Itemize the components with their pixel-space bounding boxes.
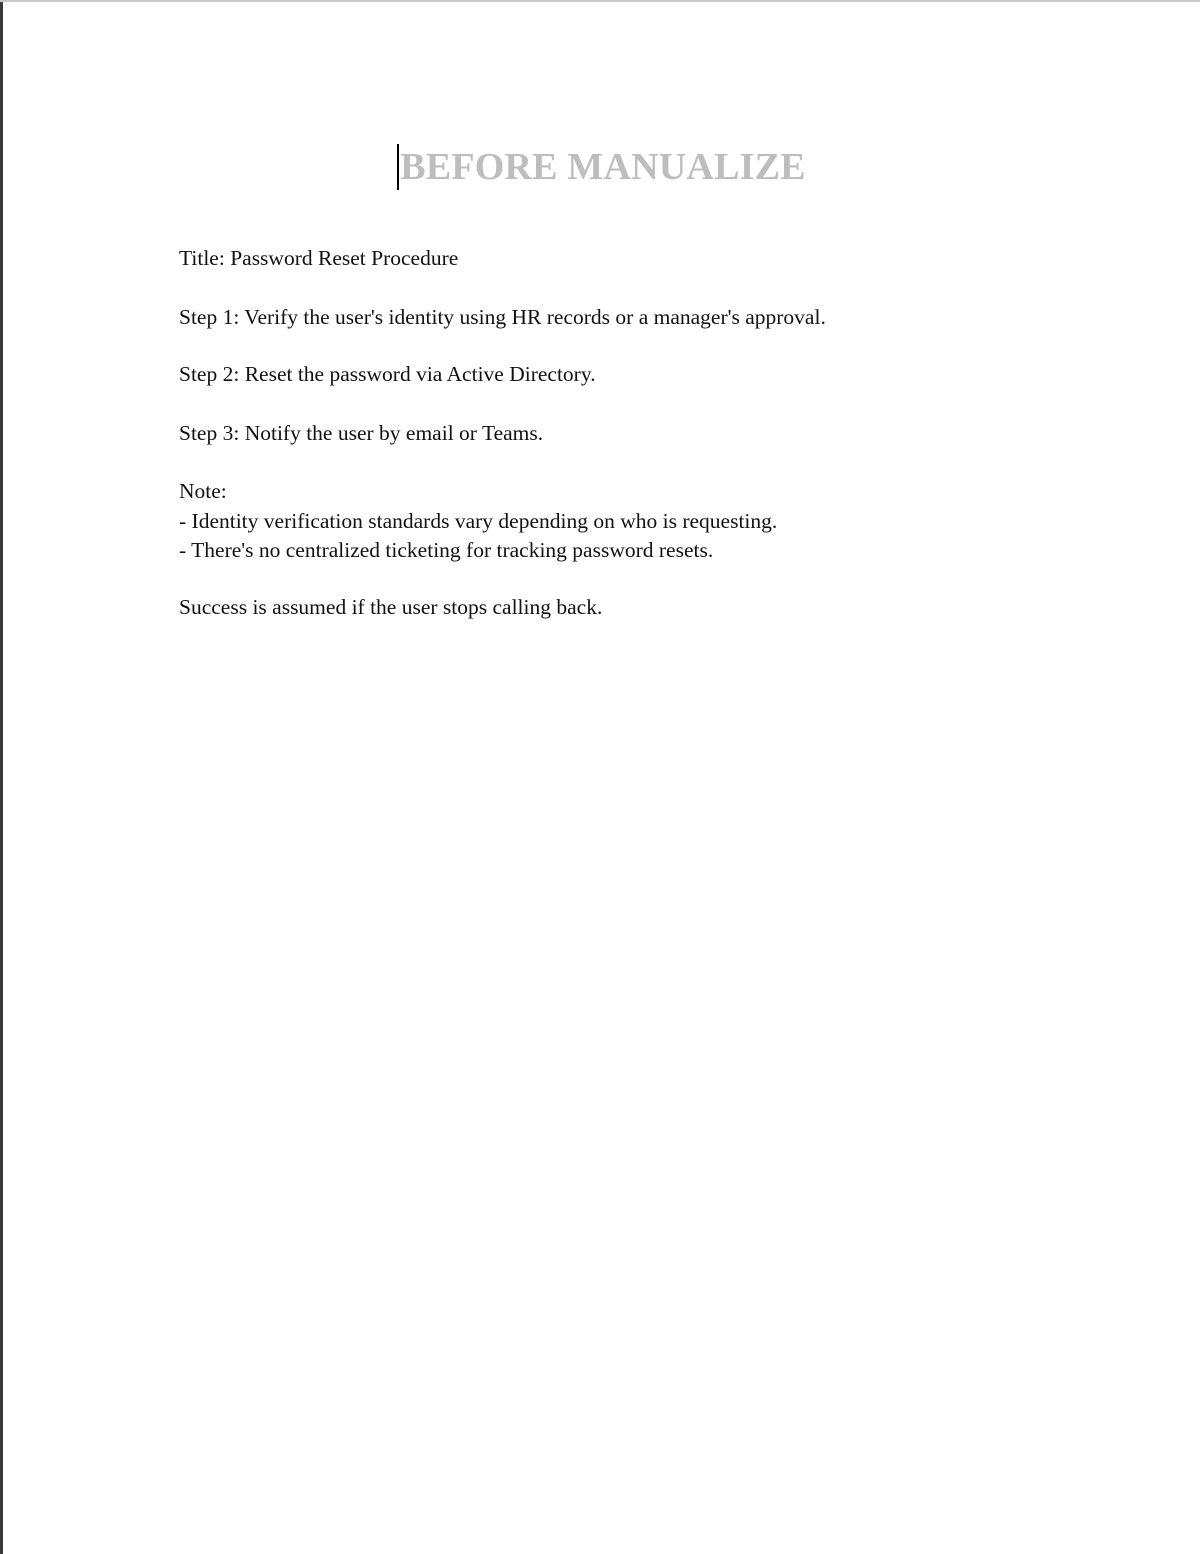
- closing-statement: Success is assumed if the user stops calling back.: [179, 595, 603, 619]
- heading-container: [0, 142, 1200, 192]
- note-label: Note:: [179, 479, 227, 503]
- step-1: Step 1: Verify the user's identity using HR records or a manager's approval.: [179, 305, 826, 329]
- note-item: - Identity verification standards vary depending on who is requesting.: [179, 509, 778, 533]
- window-left-edge: [0, 2, 3, 1554]
- step-2: Step 2: Reset the password via Active Directory.: [179, 362, 596, 386]
- step-3: Step 3: Notify the user by email or Teams.: [179, 421, 544, 445]
- document-heading-text: BEFORE MANUALIZE: [400, 146, 806, 188]
- note-item: - There's no centralized ticketing for tracking password resets.: [179, 538, 714, 562]
- document-heading[interactable]: [400, 142, 805, 192]
- text-cursor-icon: [397, 144, 399, 190]
- document-title-line: Title: Password Reset Procedure: [179, 246, 459, 270]
